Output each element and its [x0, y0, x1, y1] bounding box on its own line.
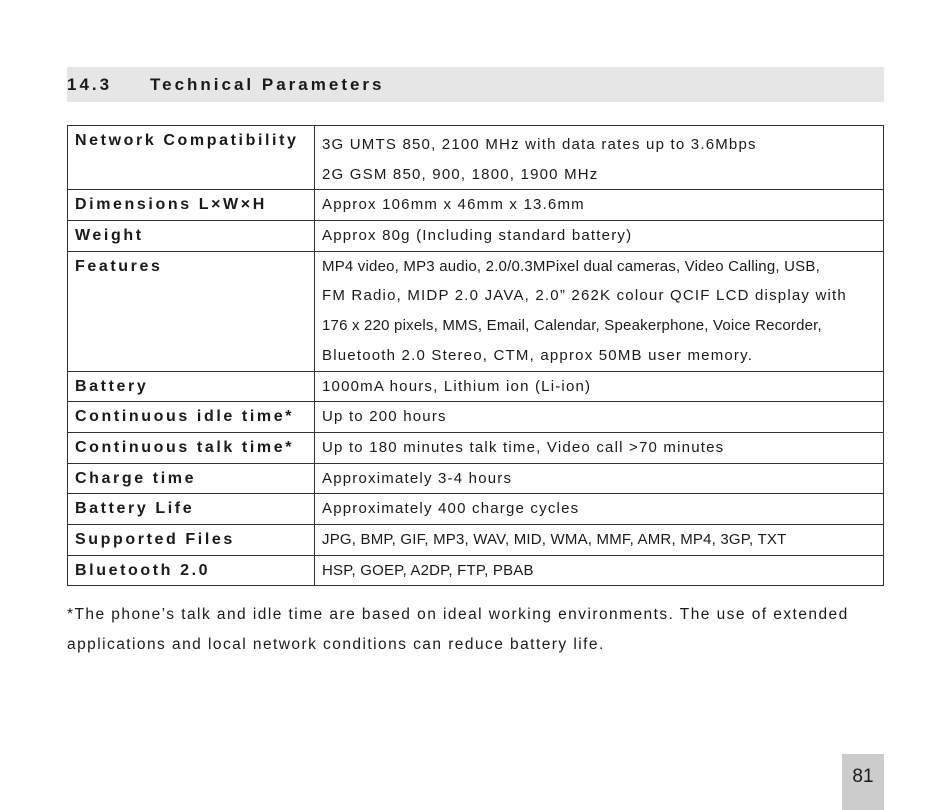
page-number-box [842, 754, 884, 810]
spec-value-line: 3G UMTS 850, 2100 MHz with data rates up to 3.6Mbps [322, 136, 757, 153]
spec-value [315, 555, 884, 586]
spec-value-line: Bluetooth 2.0 Stereo, CTM, approx 50MB user memory. [322, 346, 754, 364]
spec-label: Supported Files [68, 525, 315, 556]
spec-label: Dimensions L×W×H [68, 190, 315, 221]
spec-value-line: MP4 video, MP3 audio, 2.0/0.3MPixel dual cameras, Video Calling, USB, [322, 257, 820, 275]
spec-value [315, 432, 884, 463]
table-row [68, 463, 884, 494]
spec-value [315, 126, 884, 190]
spec-value-line: Approximately 3-4 hours [322, 469, 513, 487]
spec-value-line: 1000mA hours, Lithium ion (Li-ion) [322, 377, 592, 395]
table-row [68, 555, 884, 586]
spec-value-line: Up to 180 minutes talk time, Video call >70 minutes [322, 438, 725, 456]
spec-value [315, 402, 884, 433]
section-title: Technical Parameters [150, 75, 385, 94]
table-row [68, 190, 884, 221]
spec-value [315, 463, 884, 494]
spec-label: Battery [68, 371, 315, 402]
table-row [68, 494, 884, 525]
technical-parameters-table [67, 125, 884, 586]
spec-value-line: FM Radio, MIDP 2.0 JAVA, 2.0” 262K colour QCIF LCD display with [322, 287, 847, 305]
footnote-line: *The phone’s talk and idle time are based on ideal working environments. The use of extended [67, 606, 849, 623]
spec-label: Battery Life [68, 494, 315, 525]
spec-label: Charge time [68, 463, 315, 494]
table-row [68, 371, 884, 402]
spec-value-line: Approx 80g (Including standard battery) [322, 227, 633, 245]
table-row [68, 221, 884, 252]
spec-label: Network Compatibility [68, 126, 315, 190]
spec-value [315, 525, 884, 556]
section-number: 14.3 [67, 75, 113, 94]
footnote [67, 600, 887, 660]
spec-label: Continuous talk time* [68, 432, 315, 463]
spec-value-line: Approximately 400 charge cycles [322, 500, 580, 518]
table-row [68, 525, 884, 556]
spec-value-line: 176 x 220 pixels, MMS, Email, Calendar, Speakerphone, Voice Recorder, [322, 317, 822, 335]
spec-label: Weight [68, 221, 315, 252]
spec-value [315, 221, 884, 252]
spec-value [315, 251, 884, 371]
spec-value-line: Up to 200 hours [322, 408, 447, 426]
spec-label: Features [68, 251, 315, 371]
spec-value-line: Approx 106mm x 46mm x 13.6mm [322, 196, 585, 214]
footnote-line: applications and local network conditions can reduce battery life. [67, 636, 605, 653]
table-row [68, 432, 884, 463]
table-row [68, 126, 884, 190]
spec-label: Continuous idle time* [68, 402, 315, 433]
table-row [68, 402, 884, 433]
page-number: 81 [852, 766, 874, 787]
spec-value-line: 2G GSM 850, 900, 1800, 1900 MHz [322, 165, 599, 183]
spec-value [315, 494, 884, 525]
spec-label: Bluetooth 2.0 [68, 555, 315, 586]
spec-value [315, 190, 884, 221]
spec-value [315, 371, 884, 402]
section-header [67, 67, 884, 102]
table-row [68, 251, 884, 371]
spec-value-line: JPG, BMP, GIF, MP3, WAV, MID, WMA, MMF, AMR, MP4, 3GP, TXT [322, 531, 787, 549]
spec-value-line: HSP, GOEP, A2DP, FTP, PBAB [322, 561, 534, 579]
